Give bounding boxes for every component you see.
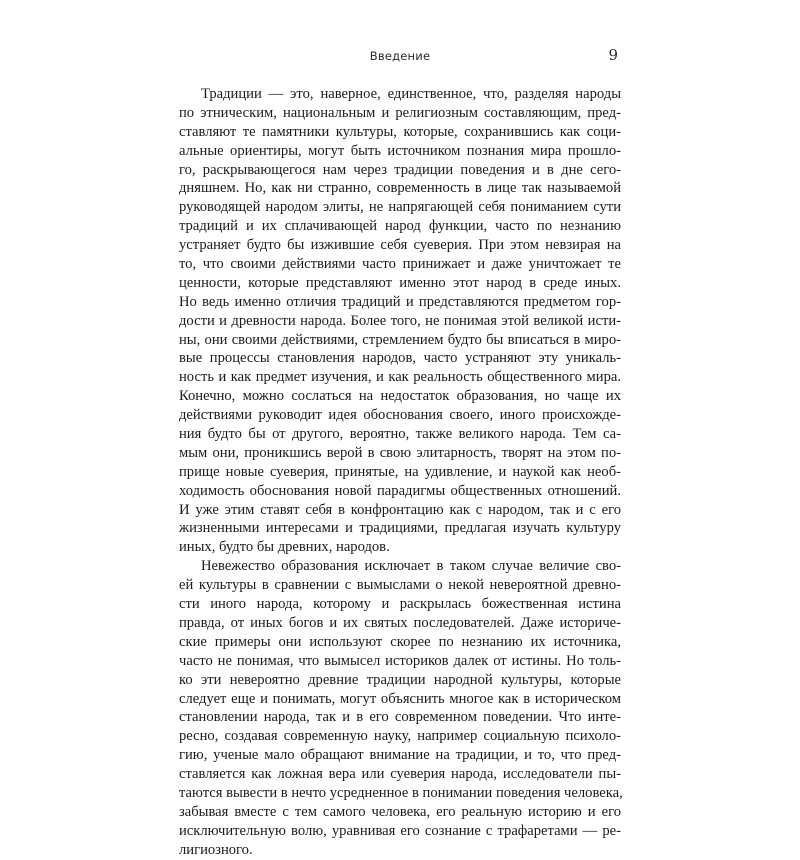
page-number: 9 — [608, 46, 618, 64]
text-line: ходимость обоснования новой парадигмы общественных отношений. — [179, 482, 621, 499]
text-line: ния будто бы от другого, вероятно, также великого народа. Тем са- — [179, 426, 621, 443]
text-line: го, раскрывающегося нам через традиции поведения и в дне сего- — [179, 161, 621, 178]
text-line: дняшнем. Но, как ни странно, современность в лице так называемой — [179, 180, 621, 197]
text-line: то, что своими действиями часто принижает и даже уничтожает те — [179, 256, 621, 273]
text-line: правда, от иных богов и их святых последователей. Даже историче- — [179, 614, 621, 631]
text-line: следует еще и понимать, могут объяснить многое как в историческом — [179, 690, 621, 707]
text-line: становлении народа, так и в его современном поведении. Что инте- — [179, 709, 621, 726]
text-line: часто не понимая, что вымысел историков далек от истины. Но толь- — [179, 652, 621, 669]
text-line: забывая вместе с тем самого человека, его реальную историю и его — [179, 803, 621, 820]
text-line: традиций и их сплачивающей народ функции, часто по незнанию — [179, 218, 621, 235]
text-line: исключительную волю, уравнивая его сознание с трафаретами — ре- — [179, 822, 621, 839]
text-line: И уже этим ставят себя в конфронтацию как с народом, так и с его — [179, 501, 621, 518]
paragraph — [179, 557, 621, 859]
text-line: лигиозного. — [179, 841, 253, 858]
section-title: Введение — [369, 49, 431, 63]
text-line: таются вывести в нечто усредненное в понимании поведения человека, — [179, 784, 623, 801]
text-line: ставляется как ложная вера или суеверия народа, исследователи пы- — [179, 766, 621, 783]
text-line: ресно, создавая современную науку, например социальную психоло- — [179, 728, 621, 745]
text-line: Невежество образования исключает в таком случае величие сво- — [201, 558, 621, 575]
text-line: сти иного народа, которому и раскрылась божественная истина — [179, 596, 621, 613]
text-line: устраняет будто бы изжившие себя суеверия. При этом невзирая на — [179, 237, 621, 254]
text-line: ность и как предмет изучения, и как реальность общественного мира. — [179, 369, 621, 386]
text-line: ценности, которые представляют именно этот народ в среде иных. — [179, 274, 621, 291]
text-line: ны, они своими действиями, стремлением будто бы вписаться в миро- — [179, 331, 621, 348]
text-line: руководящей народом элиты, не напрягающей себя пониманием сути — [179, 199, 621, 216]
text-line: действиями руководит идея обоснования своего, иного происхожде- — [179, 407, 621, 424]
text-line: мым они, проникшись верой в свою элитарность, творят на этом по- — [179, 444, 621, 461]
text-line: Но ведь именно отличия традиций и представляются предметом гор- — [179, 293, 621, 310]
text-line: Традиции — это, наверное, единственное, что, разделяя народы — [201, 86, 621, 102]
text-line: альные ориентиры, могут быть источником познания мира прошло- — [179, 142, 621, 159]
paragraph — [179, 85, 621, 557]
text-line: вые процессы становления народов, часто устраняют эту уникаль- — [179, 350, 621, 367]
text-line: по этническим, национальным и религиозным составляющим, пред- — [179, 104, 621, 121]
text-line: ские примеры они используют скорее по незнанию их источника, — [179, 633, 621, 650]
text-line: иных, будто бы древних, народов. — [179, 539, 390, 556]
text-line: прище новые суеверия, принятые, на удивление, и наукой как необ- — [179, 463, 621, 480]
text-line: жизненными интересами и традициями, предлагая изучать культуру — [179, 520, 621, 537]
body-text — [179, 85, 621, 860]
text-line: ей культуры в сравнении с вымыслами о некой невероятной древно- — [179, 577, 621, 594]
text-line: дости и древности народа. Более того, не понимая этой великой исти- — [179, 312, 621, 329]
text-line: гию, ученые мало обращают внимание на традиции, и то, что пред- — [179, 747, 621, 764]
text-line: Конечно, можно сослаться на недостаток образования, но чаще их — [179, 388, 621, 405]
text-line: ставляют те памятники культуры, которые, сохранившись как соци- — [179, 123, 621, 140]
running-head — [179, 46, 621, 66]
text-line: ко эти невероятно древние традиции народной культуры, которые — [179, 671, 621, 688]
